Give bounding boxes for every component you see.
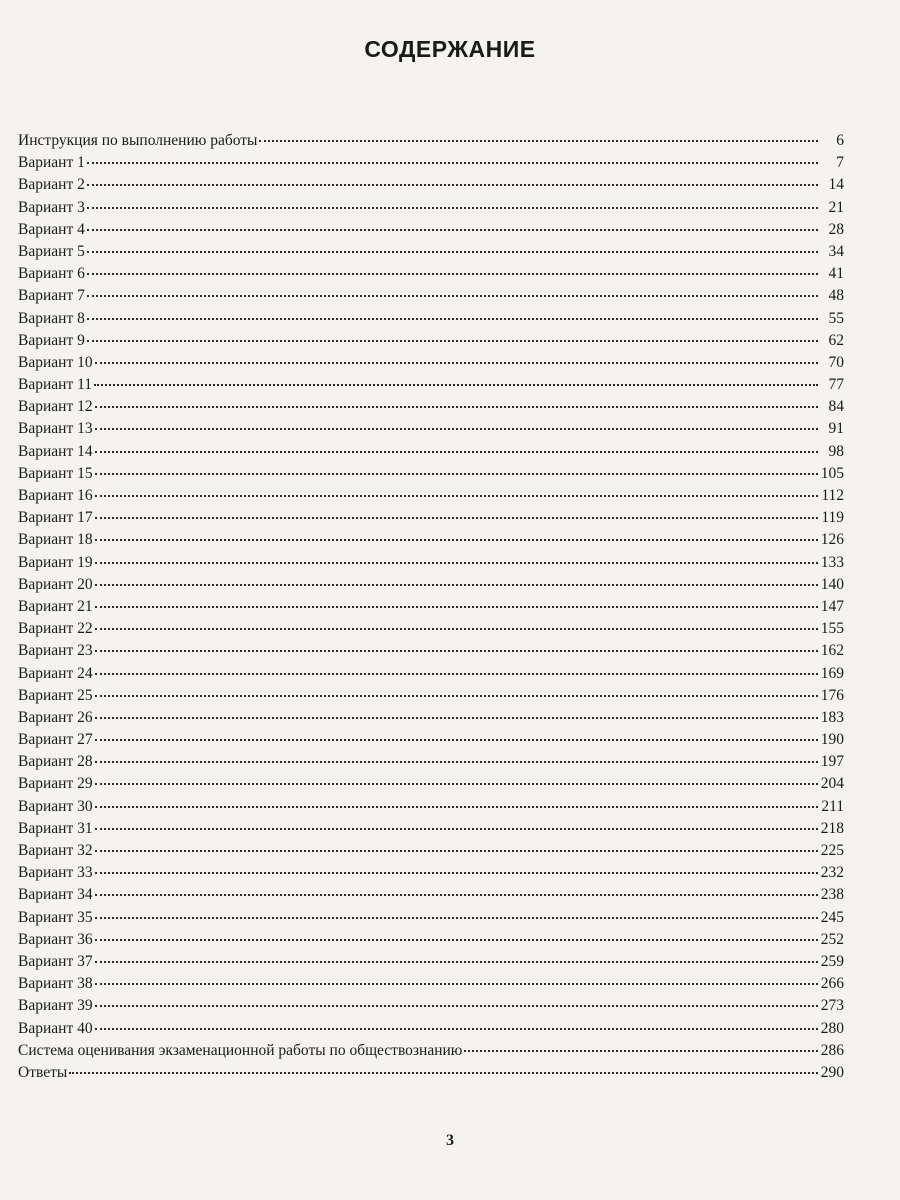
toc-entry-label: Вариант 7 <box>18 287 85 305</box>
toc-entry-page: 162 <box>820 642 844 660</box>
toc-entry-page: 91 <box>828 420 844 438</box>
toc-leader-dots <box>95 983 818 985</box>
toc-leader-dots <box>95 473 818 475</box>
toc-entry-page: 7 <box>836 154 844 172</box>
toc-leader-dots <box>69 1072 818 1074</box>
toc-leader-dots <box>87 162 818 164</box>
page-number: 3 <box>446 1132 454 1149</box>
toc-entry-page: 28 <box>828 220 844 238</box>
toc-entry-label: Вариант 28 <box>18 753 93 771</box>
toc-entry <box>18 330 844 352</box>
toc-entry <box>18 219 844 241</box>
toc-entry-label: Вариант 8 <box>18 309 85 327</box>
toc-entry-label: Вариант 32 <box>18 842 93 859</box>
toc-leader-dots <box>95 761 818 763</box>
toc-entry-page: 77 <box>828 376 844 394</box>
toc-entry-page: 34 <box>828 242 844 260</box>
toc-leader-dots <box>95 961 818 963</box>
toc-entry <box>18 485 844 507</box>
toc-entry <box>18 441 844 463</box>
toc-entry <box>18 374 844 396</box>
toc-entry-label: Вариант 1 <box>18 154 85 172</box>
toc-entry-page: 169 <box>820 664 844 682</box>
toc-entry <box>18 995 844 1017</box>
toc-leader-dots <box>95 939 818 941</box>
toc-entry-page: 190 <box>820 731 844 749</box>
toc-entry <box>18 818 844 840</box>
toc-entry <box>18 308 844 330</box>
toc-leader-dots <box>95 628 818 630</box>
toc-leader-dots <box>259 140 818 142</box>
toc-entry <box>18 973 844 995</box>
toc-leader-dots <box>95 539 818 541</box>
toc-entry-page: 155 <box>820 620 844 638</box>
toc-entry <box>18 285 844 307</box>
toc-entry-page: 266 <box>820 975 844 993</box>
toc-entry-label: Вариант 13 <box>18 420 93 438</box>
toc-entry-label: Вариант 39 <box>18 997 93 1015</box>
toc-entry-page: 98 <box>828 442 844 460</box>
toc-entry <box>18 552 844 574</box>
toc-entry-page: 62 <box>828 331 844 349</box>
toc-entry-label: Вариант 17 <box>18 509 93 527</box>
toc-entry-label: Вариант 40 <box>18 1019 93 1037</box>
toc-entry-page: 211 <box>821 797 844 815</box>
toc-entry <box>18 663 844 685</box>
toc-leader-dots <box>95 1028 818 1030</box>
toc-entry-label: Вариант 26 <box>18 708 93 726</box>
toc-entry-label: Вариант 18 <box>18 531 93 549</box>
toc-entry-label: Вариант 16 <box>18 487 93 504</box>
toc-entry-label: Вариант 3 <box>18 198 85 216</box>
toc-leader-dots <box>95 406 818 408</box>
toc-entry-label: Вариант 4 <box>18 220 85 238</box>
toc-entry-page: 176 <box>820 686 844 704</box>
toc-entry-page: 21 <box>828 198 844 216</box>
toc-entry <box>18 685 844 707</box>
toc-leader-dots <box>95 584 818 586</box>
toc-leader-dots <box>95 1005 818 1007</box>
toc-entry-page: 218 <box>820 819 844 837</box>
toc-entry-page: 197 <box>820 753 844 771</box>
toc-entry-label: Вариант 36 <box>18 930 93 948</box>
toc-entry <box>18 1062 844 1084</box>
toc-entry-page: 280 <box>820 1019 844 1037</box>
toc-entry <box>18 707 844 729</box>
toc-entry-page: 112 <box>821 487 844 504</box>
toc-entry <box>18 130 844 152</box>
toc-leader-dots <box>95 717 818 719</box>
toc-leader-dots <box>87 318 818 320</box>
toc-entry <box>18 1018 844 1040</box>
toc-entry-page: 238 <box>820 886 844 904</box>
toc-entry <box>18 796 844 818</box>
toc-entry-page: 259 <box>820 952 844 970</box>
toc-entry-page: 273 <box>820 997 844 1015</box>
toc-entry-label: Вариант 2 <box>18 176 85 194</box>
toc-entry-label: Вариант 30 <box>18 797 93 815</box>
toc-entry <box>18 951 844 973</box>
toc-entry-label: Вариант 6 <box>18 265 85 283</box>
toc-entry <box>18 241 844 263</box>
toc-leader-dots <box>87 229 818 231</box>
toc-entry-label: Вариант 21 <box>18 597 93 615</box>
table-of-contents <box>18 130 844 1084</box>
toc-entry-label: Вариант 35 <box>18 908 93 926</box>
toc-entry <box>18 840 844 862</box>
toc-leader-dots <box>95 428 818 430</box>
toc-entry-page: 225 <box>820 842 844 859</box>
toc-leader-dots <box>95 650 818 652</box>
toc-entry-label: Вариант 33 <box>18 864 93 882</box>
toc-leader-dots <box>464 1050 818 1052</box>
toc-entry <box>18 751 844 773</box>
toc-leader-dots <box>95 917 818 919</box>
toc-leader-dots <box>95 828 818 830</box>
toc-entry-page: 232 <box>820 864 844 882</box>
toc-entry <box>18 529 844 551</box>
toc-entry-page: 252 <box>820 930 844 948</box>
toc-entry-page: 133 <box>820 553 844 571</box>
toc-leader-dots <box>95 739 818 741</box>
toc-entry-label: Вариант 12 <box>18 398 93 416</box>
toc-entry-label: Вариант 20 <box>18 575 93 593</box>
toc-entry-label: Вариант 19 <box>18 553 93 571</box>
toc-entry <box>18 418 844 440</box>
toc-leader-dots <box>95 894 818 896</box>
toc-entry <box>18 352 844 374</box>
toc-entry <box>18 507 844 529</box>
toc-leader-dots <box>95 562 818 564</box>
toc-entry <box>18 197 844 219</box>
toc-entry-label: Вариант 11 <box>18 376 93 394</box>
toc-entry-page: 119 <box>821 509 844 527</box>
toc-entry-label: Инструкция по выполнению работы <box>18 132 258 149</box>
toc-entry-label: Ответы <box>18 1063 68 1081</box>
toc-entry-page: 183 <box>820 708 844 726</box>
toc-entry-label: Вариант 25 <box>18 686 93 704</box>
toc-entry <box>18 152 844 174</box>
toc-entry-page: 204 <box>820 775 844 793</box>
toc-leader-dots <box>87 273 818 275</box>
toc-entry-page: 286 <box>820 1041 844 1059</box>
toc-entry <box>18 1040 844 1062</box>
toc-entry-label: Вариант 31 <box>18 819 93 837</box>
toc-leader-dots <box>87 207 818 209</box>
toc-leader-dots <box>87 184 818 186</box>
toc-entry <box>18 862 844 884</box>
toc-entry-label: Вариант 22 <box>18 620 93 638</box>
toc-leader-dots <box>87 295 818 297</box>
toc-entry <box>18 574 844 596</box>
toc-entry-page: 41 <box>828 265 844 283</box>
toc-leader-dots <box>95 850 818 852</box>
toc-entry <box>18 773 844 795</box>
toc-entry-page: 14 <box>828 176 844 194</box>
toc-entry-label: Вариант 37 <box>18 952 93 970</box>
toc-entry <box>18 463 844 485</box>
toc-entry-label: Вариант 29 <box>18 775 93 793</box>
toc-entry-label: Вариант 9 <box>18 331 85 349</box>
toc-entry <box>18 640 844 662</box>
toc-entry-label: Вариант 15 <box>18 464 93 482</box>
toc-entry <box>18 396 844 418</box>
toc-leader-dots <box>95 673 818 675</box>
toc-entry-page: 48 <box>828 287 844 305</box>
toc-entry <box>18 174 844 196</box>
toc-entry-label: Вариант 23 <box>18 642 93 660</box>
toc-leader-dots <box>95 695 818 697</box>
toc-entry-label: Вариант 24 <box>18 664 93 682</box>
toc-entry-page: 105 <box>820 464 844 482</box>
toc-leader-dots <box>95 517 818 519</box>
toc-leader-dots <box>95 872 818 874</box>
toc-leader-dots <box>95 362 818 364</box>
toc-entry-page: 140 <box>820 575 844 593</box>
toc-entry-page: 55 <box>828 309 844 327</box>
toc-leader-dots <box>95 606 818 608</box>
toc-entry-label: Вариант 38 <box>18 975 93 993</box>
toc-entry-page: 147 <box>820 597 844 615</box>
toc-entry-page: 245 <box>820 908 844 926</box>
toc-entry-page: 6 <box>836 132 844 149</box>
toc-leader-dots <box>95 495 818 497</box>
toc-leader-dots <box>87 251 818 253</box>
toc-entry <box>18 907 844 929</box>
toc-entry <box>18 929 844 951</box>
toc-leader-dots <box>94 384 818 386</box>
toc-entry <box>18 263 844 285</box>
toc-entry <box>18 729 844 751</box>
toc-entry-page: 126 <box>820 531 844 549</box>
toc-entry-label: Вариант 34 <box>18 886 93 904</box>
toc-leader-dots <box>87 340 818 342</box>
toc-entry-label: Система оценивания экзаменационной работы по обществознанию <box>18 1041 463 1059</box>
toc-leader-dots <box>95 783 818 785</box>
toc-entry <box>18 596 844 618</box>
toc-leader-dots <box>95 451 818 453</box>
toc-entry <box>18 884 844 906</box>
toc-entry-label: Вариант 27 <box>18 731 93 749</box>
toc-entry-page: 70 <box>828 353 844 371</box>
toc-leader-dots <box>95 806 818 808</box>
page-title: СОДЕРЖАНИЕ <box>364 36 536 62</box>
toc-entry <box>18 618 844 640</box>
toc-entry-page: 84 <box>828 398 844 416</box>
toc-entry-label: Вариант 5 <box>18 242 85 260</box>
toc-entry-page: 290 <box>820 1063 844 1081</box>
toc-entry-label: Вариант 10 <box>18 353 93 371</box>
toc-entry-label: Вариант 14 <box>18 442 93 460</box>
